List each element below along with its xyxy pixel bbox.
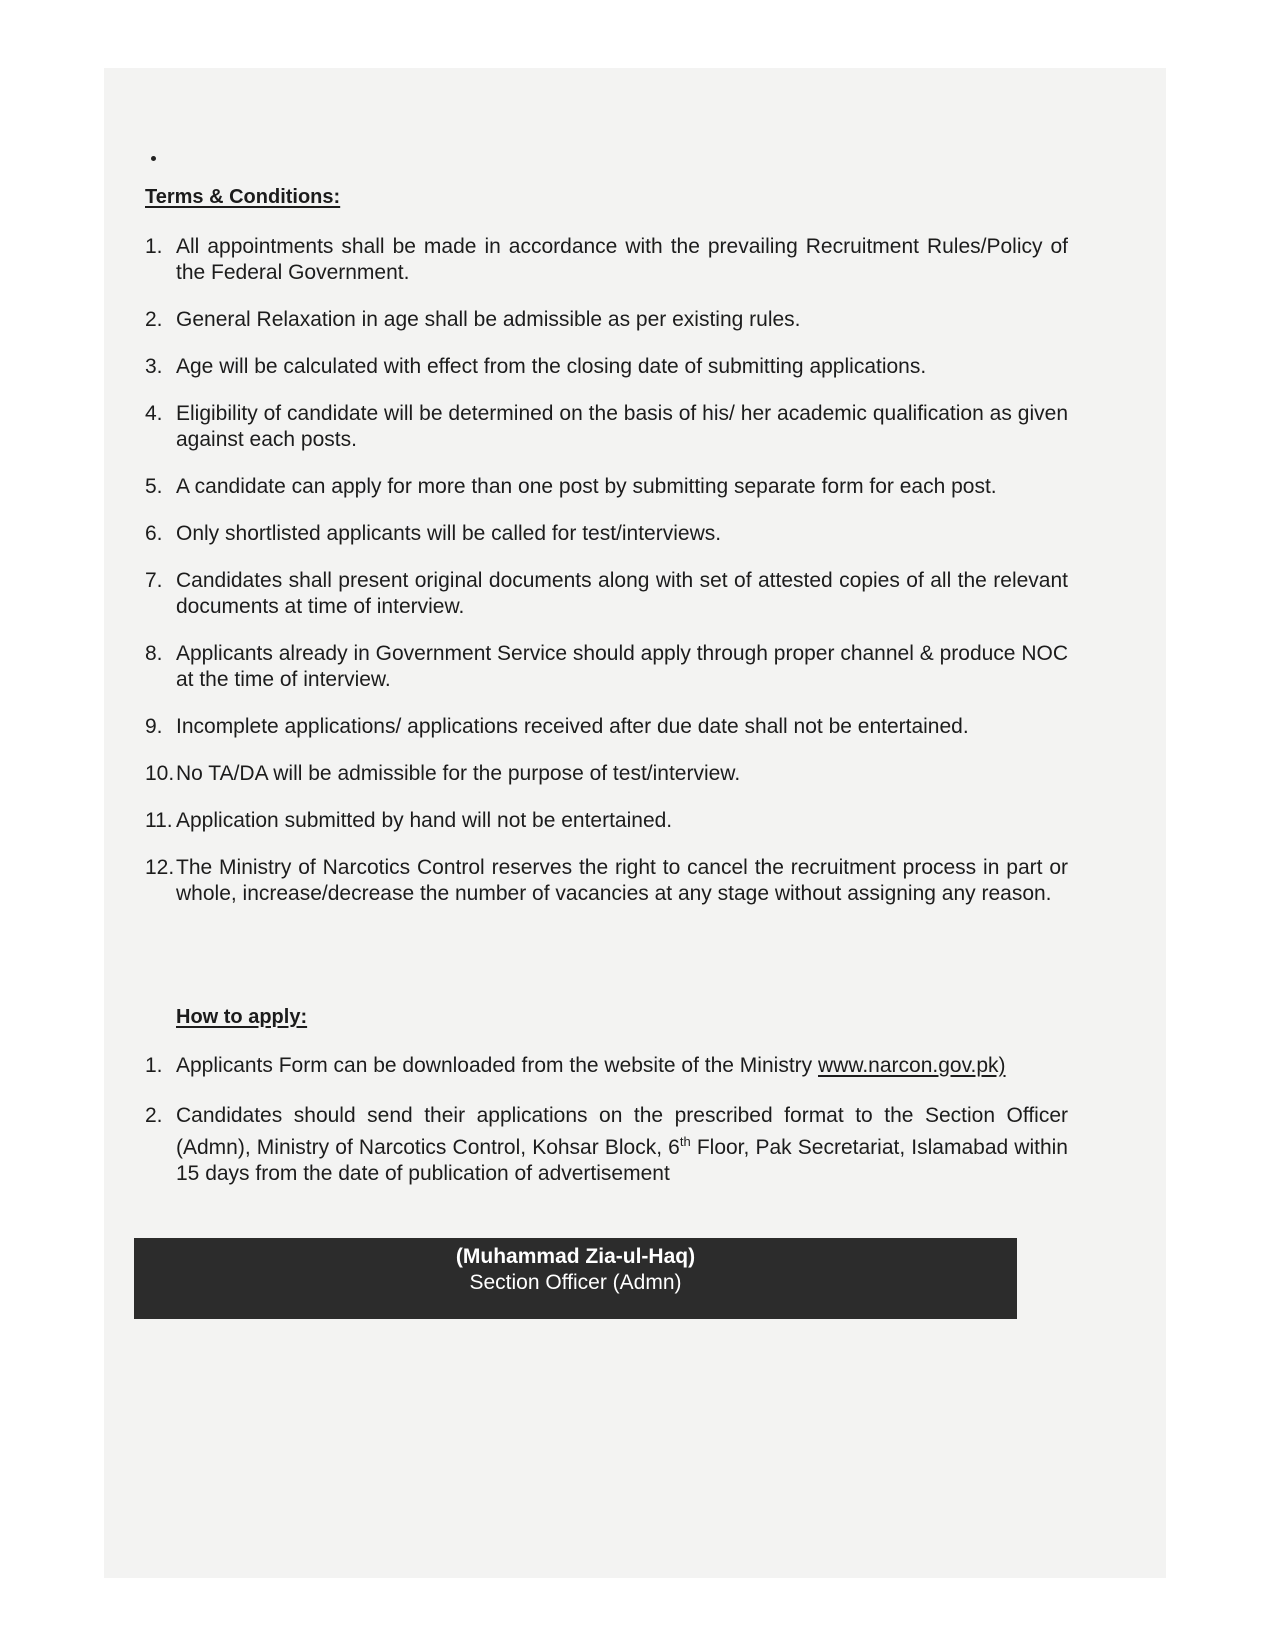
item-number: 4. bbox=[145, 402, 163, 425]
apply-item-text-part: Floor, Pak Secretariat, Islamabad within 15 days from the date of publication of advertisement bbox=[176, 1136, 1068, 1185]
list-item bbox=[145, 521, 1068, 547]
list-item bbox=[145, 354, 1068, 380]
list-item bbox=[145, 401, 1068, 453]
item-number: 2. bbox=[145, 1104, 163, 1127]
signature-block bbox=[134, 1238, 1017, 1319]
item-number: 1. bbox=[145, 235, 163, 258]
item-text: Application submitted by hand will not be entertained. bbox=[176, 809, 673, 832]
item-text: Applicants already in Government Service should apply through proper channel & produce NOC at the time of interview. bbox=[176, 642, 1068, 691]
item-text: Incomplete applications/ applications received after due date shall not be entertained. bbox=[176, 715, 969, 738]
item-number: 6. bbox=[145, 522, 163, 545]
list-item bbox=[145, 307, 1068, 333]
terms-list bbox=[145, 234, 1068, 928]
list-item bbox=[145, 808, 1068, 834]
item-text: Only shortlisted applicants will be called for test/interviews. bbox=[176, 522, 722, 545]
ministry-website-link[interactable]: www.narcon.gov.pk) bbox=[818, 1054, 1006, 1077]
list-item bbox=[145, 474, 1068, 500]
how-to-apply-heading: How to apply: bbox=[176, 1006, 308, 1028]
ordinal-suffix: th bbox=[679, 1134, 691, 1149]
item-text: All appointments shall be made in accordance with the prevailing Recruitment Rules/Policy of the Federal Government. bbox=[176, 235, 1068, 284]
item-number: 8. bbox=[145, 642, 163, 665]
terms-heading: Terms & Conditions: bbox=[145, 186, 341, 208]
list-item bbox=[145, 714, 1068, 740]
item-text: No TA/DA will be admissible for the purpose of test/interview. bbox=[176, 762, 741, 785]
item-text bbox=[176, 1053, 1068, 1079]
apply-item-text-part: Candidates should send their applications on the prescribed format to the Section Officer (Admn), Ministry of Narcotics Control, Kohsar Block, 6 bbox=[176, 1104, 1068, 1159]
list-item bbox=[145, 1053, 1068, 1079]
item-number: 12. bbox=[145, 856, 175, 879]
list-item bbox=[145, 761, 1068, 787]
bullet-mark bbox=[151, 156, 156, 161]
item-number: 5. bbox=[145, 475, 163, 498]
item-number: 10. bbox=[145, 762, 175, 785]
item-text: General Relaxation in age shall be admissible as per existing rules. bbox=[176, 308, 801, 331]
item-number: 3. bbox=[145, 355, 163, 378]
item-text bbox=[176, 1103, 1068, 1187]
item-text: Eligibility of candidate will be determined on the basis of his/ her academic qualification as given against each posts. bbox=[176, 402, 1068, 451]
item-number: 7. bbox=[145, 569, 163, 592]
signatory-name: (Muhammad Zia-ul-Haq) bbox=[455, 1245, 696, 1268]
list-item bbox=[145, 855, 1068, 907]
item-text: Candidates shall present original documents along with set of attested copies of all the relevant documents at time of interview. bbox=[176, 569, 1068, 618]
item-text: The Ministry of Narcotics Control reserves the right to cancel the recruitment process in part or whole, increase/decrease the number of vacancies at any stage without assigning any reason. bbox=[176, 856, 1068, 905]
apply-item-text: Applicants Form can be downloaded from the website of the Ministry bbox=[176, 1054, 813, 1077]
list-item bbox=[145, 234, 1068, 286]
item-number: 9. bbox=[145, 715, 163, 738]
list-item bbox=[145, 641, 1068, 693]
list-item bbox=[145, 1103, 1068, 1187]
signatory-title: Section Officer (Admn) bbox=[469, 1271, 682, 1294]
item-number: 11. bbox=[145, 809, 173, 832]
item-number: 2. bbox=[145, 308, 163, 331]
item-number: 1. bbox=[145, 1054, 163, 1077]
item-text: A candidate can apply for more than one post by submitting separate form for each post. bbox=[176, 475, 997, 498]
list-item bbox=[145, 568, 1068, 620]
item-text: Age will be calculated with effect from the closing date of submitting applications. bbox=[176, 355, 927, 378]
apply-list bbox=[145, 1053, 1068, 1211]
